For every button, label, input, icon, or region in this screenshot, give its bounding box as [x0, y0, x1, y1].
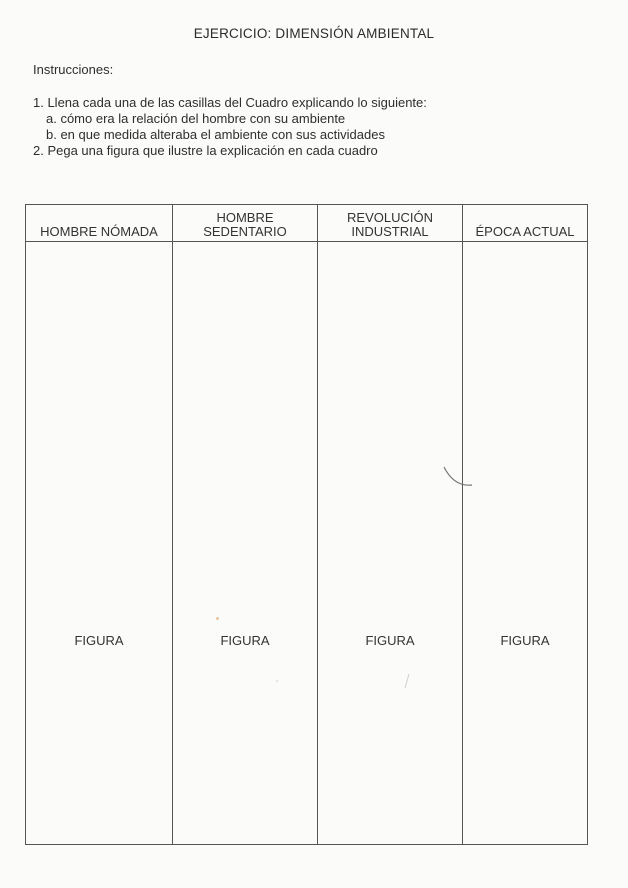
column-header-label: ÉPOCA ACTUAL: [475, 224, 575, 239]
figure-placeholder: FIGURA: [365, 633, 415, 648]
instructions-heading: Instrucciones:: [33, 62, 114, 77]
page-title: EJERCICIO: DIMENSIÓN AMBIENTAL: [193, 26, 435, 41]
column-epoca-actual: [462, 205, 587, 844]
column-header: [173, 205, 317, 242]
scan-dot-icon: [276, 680, 278, 682]
scan-mark-icon: [440, 465, 480, 495]
column-header: [26, 205, 172, 242]
column-header-label: HOMBRE NÓMADA: [40, 224, 158, 239]
figure-placeholder: FIGURA: [500, 633, 550, 648]
instruction-item-2: 2. Pega una figura que ilustre la explicación en cada cuadro: [33, 143, 378, 158]
scan-dot-icon: [216, 617, 219, 620]
figure-placeholder: FIGURA: [74, 633, 124, 648]
comparison-table: [25, 204, 588, 845]
column-hombre-sedentario: [172, 205, 317, 844]
column-header-label: REVOLUCIÓN INDUSTRIAL: [347, 210, 433, 239]
instruction-item-1a: a. cómo era la relación del hombre con su ambiente: [46, 111, 346, 126]
figure-placeholder: FIGURA: [220, 633, 270, 648]
instruction-item-1: 1. Llena cada una de las casillas del Cuadro explicando lo siguiente:: [33, 95, 427, 110]
column-header-label: HOMBRE SEDENTARIO: [203, 210, 287, 239]
column-revolucion-industrial: [317, 205, 462, 844]
instruction-item-1b: b. en que medida alteraba el ambiente con sus actividades: [46, 127, 385, 142]
scan-line-icon: [402, 672, 412, 692]
instructions-list: [33, 95, 427, 159]
column-header: [318, 205, 462, 242]
column-hombre-nomada: [26, 205, 172, 844]
column-header: [463, 205, 587, 242]
